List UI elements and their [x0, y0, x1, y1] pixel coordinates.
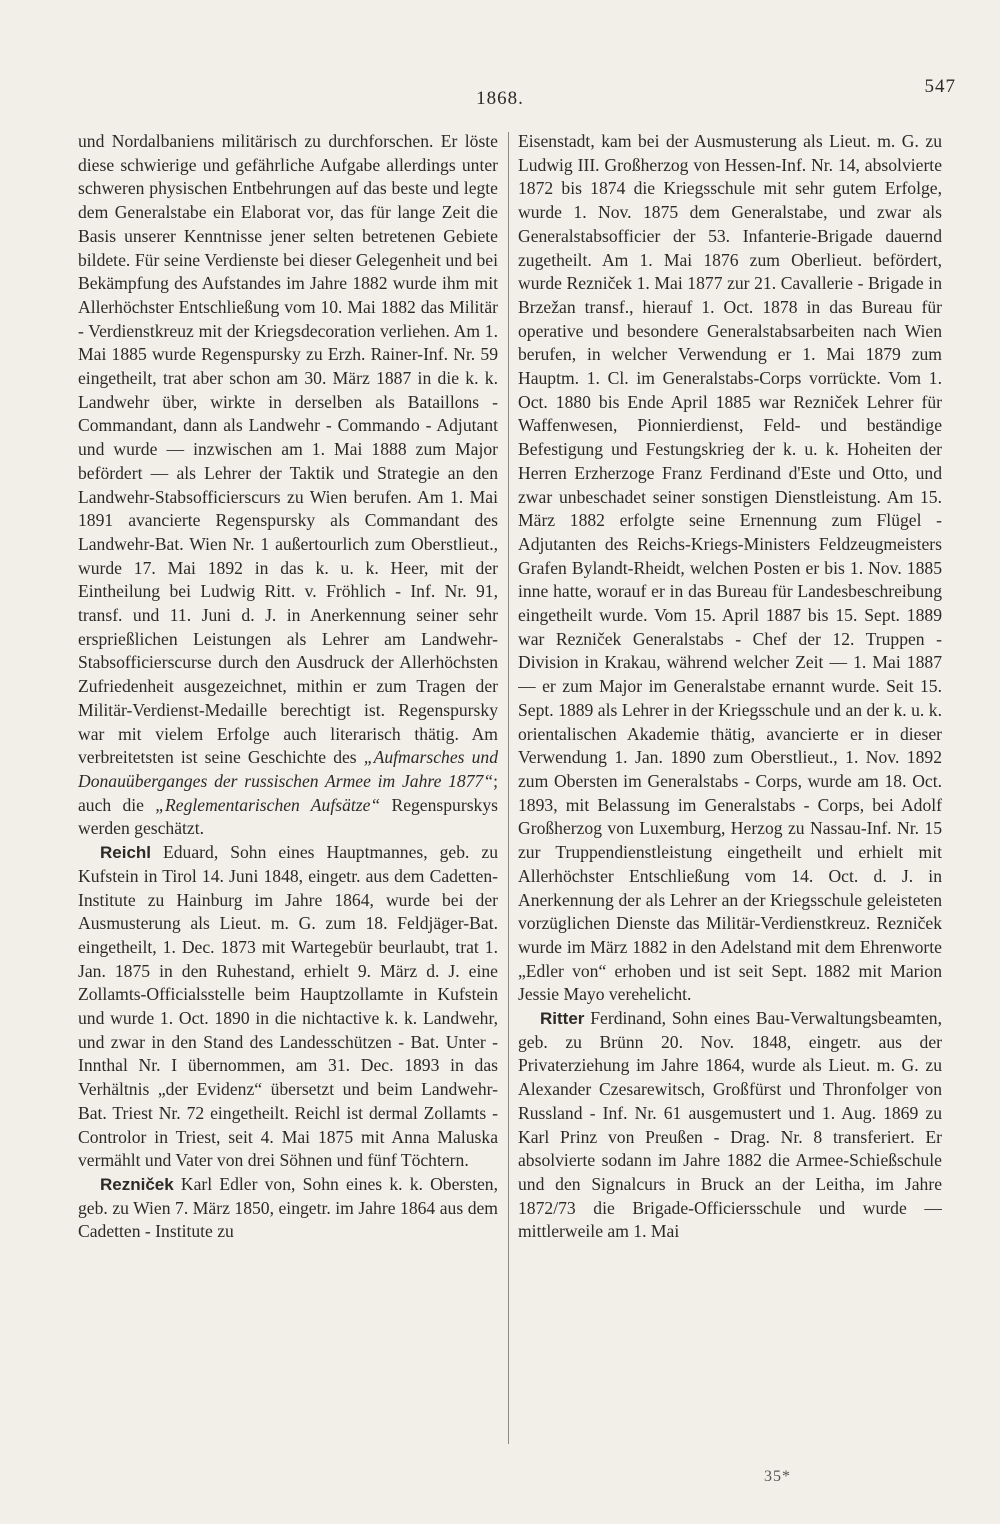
entry-text-reznicek: Karl Edler von, Sohn eines k. k. Obersten, geb. zu Wien 7. März 1850, eingetr. im Jahre 1864 aus dem Cadetten - Institute zu	[78, 1173, 498, 1242]
entry-name-ritter: Ritter	[540, 1009, 585, 1029]
book-title-aufmarsches: „Aufmarsches und Donauüberganges der russischen Armee im Jahre 1877“	[78, 747, 498, 791]
paragraph-text: ; auch die	[78, 770, 498, 815]
page-number: 547	[924, 76, 956, 97]
sheet-signature: 35*	[764, 1468, 791, 1485]
left-column	[78, 130, 498, 1460]
right-column	[518, 130, 942, 1460]
paragraph-text: Regenspurskys werden geschätzt.	[78, 794, 498, 839]
paragraph-text: und Nordalbaniens militärisch zu durchforschen. Er löste diese schwierige und gefährliche Aufgabe allerdings unter schweren physischen Entbehrungen auf das beste und legte dem Generalstabe ein Elaborat vor, das für lange Zeit die Basis unserer Kenntnisse jener selten betretenen Gebiete bildete. Für seine Verdienste bei dieser Gelegenheit und bei Bekämpfung des Aufstandes im Jahre 1882 wurde ihm mit Allerhöchster Entschließung vom 10. Mai 1882 das Militär - Verdienstkreuz mit der Kriegsdecoration verliehen. Am 1. Mai 1885 wurde Regenspursky zu Erzh. Rainer-Inf. Nr. 59 eingetheilt, trat aber schon am 30. März 1887 in die k. k. Landwehr über, wirkte in derselben als Bataillons - Commandant, dann als Landwehr - Commando - Adjutant und wurde — inzwischen am 1. Mai 1888 zum Major befördert — als Lehrer der Taktik und Strategie an den Landwehr-Stabsofficierscurs zu Wien berufen. Am 1. Mai 1891 avancierte Regenspursky als Commandant des Landwehr-Bat. Wien Nr. 1 außertourlich zum Oberstlieut., wurde 17. Mai 1892 in das k. u. k. Heer, mit der Eintheilung bei Ludwig Ritt. v. Fröhlich - Inf. Nr. 91, transf. und 11. Juni d. J. in Anerkennung seiner sehr ersprießlichen Leistungen als Lehrer am Landwehr-Stabsofficierscurse durch den Ausdruck der Allerhöchsten Zufriedenheit ausgezeichnet, mithin er zum Tragen der Militär-Verdienst-Medaille berechtigt ist. Regenspursky war mit vielem Erfolge auch literarisch thätig. Am verbreitetsten ist seine Geschichte des	[78, 131, 498, 768]
entry-reichl	[78, 841, 498, 1173]
book-title-aufsaetze: „Reglementarischen Aufsätze“	[155, 794, 381, 815]
entry-ritter	[518, 1007, 942, 1244]
page-header-year: 1868.	[476, 88, 524, 109]
regenspursky-paragraph	[78, 130, 498, 841]
entry-text-ritter: Ferdinand, Sohn eines Bau-Verwaltungsbeamten, geb. zu Brünn 20. Nov. 1848, eingetr. aus der Privaterziehung im Jahre 1864, wurde als Lieut. m. G. zu Alexander Czesarewitsch, Großfürst und Thronfolger von Russland - Inf. Nr. 61 ausgemustert und 1. Aug. 1869 zu Karl Prinz von Preußen - Drag. Nr. 8 transferiert. Er absolvierte sodann im Jahre 1882 die Armee-Schießschule und den Signalcurs in Bruck an der Leitha, im Jahre 1872/73 die Brigade-Officiersschule und wurde — mittlerweile am 1. Mai	[518, 1008, 942, 1242]
entry-reznicek	[78, 1173, 498, 1244]
column-divider	[508, 132, 509, 1444]
reznicek-continuation: Eisenstadt, kam bei der Ausmusterung als Lieut. m. G. zu Ludwig III. Großherzog von Hessen-Inf. Nr. 14, absolvierte 1872 bis 1874 die Kriegsschule mit sehr gutem Erfolge, wurde 1. Nov. 1875 dem Generalstabe, und zwar als Generalstabsofficier der 53. Infanterie-Brigade dauernd zugetheilt. Am 1. Mai 1876 zum Oberlieut. befördert, wurde Rezniček 1. Mai 1877 zur 21. Cavallerie - Brigade in Brzežan transf., hierauf 1. Oct. 1878 in das Bureau für operative und besondere Generalstabsarbeiten nach Wien berufen, in welcher Verwendung er 1. Mai 1879 zum Hauptm. 1. Cl. im Generalstabs-Corps vorrückte. Vom 1. Oct. 1880 bis Ende April 1885 war Rezniček Lehrer für Waffenwesen, Pionnierdienst, Feld- und beständige Befestigung und Festungskrieg der k. u. k. Hoheiten der Herren Erzherzoge Franz Ferdinand d'Este und Otto, und zwar unbeschadet seiner sonstigen Dienstleistung. Am 15. März 1882 erfolgte seine Ernennung zum Flügel - Adjutanten des Reichs-Kriegs-Ministers Feldzeugmeisters Grafen Bylandt-Rheidt, welchen Posten er bis 1. Nov. 1885 inne hatte, worauf er in das Bureau für Landesbeschreibung eingetheilt wurde. Vom 15. April 1887 bis 15. Sept. 1889 war Rezniček Generalstabs - Chef der 12. Truppen - Division in Krakau, während welcher Zeit — 1. Mai 1887 — er zum Major im Generalstabe ernannt wurde. Seit 15. Sept. 1889 als Lehrer in der Kriegsschule und an der k. u. k. orientalischen Akademie thätig, avancierte er in dieser Verwendung 1. Jan. 1890 zum Oberstlieut., 1. Nov. 1892 zum Obersten im Generalstabs - Corps, wurde am 18. Oct. 1893, mit Belassung im Generalstabs - Corps, bei Adolf Großherzog von Luxemburg, Herzog zu Nassau-Inf. Nr. 15 zur Truppendienstleistung eingetheilt und erhielt mit Allerhöchster Entschließung vom 14. Oct. d. J. in Anerkennung der als Lehrer an der Kriegsschule geleisteten vorzüglichen Dienste das Militär-Verdienstkreuz. Rezniček wurde im März 1882 in den Adelstand mit dem Ehrenworte „Edler von“ erhoben und ist seit Sept. 1882 mit Marion Jessie Mayo verehelicht.	[518, 131, 942, 1005]
entry-name-reichl: Reichl	[100, 843, 152, 863]
entry-text-reichl: Eduard, Sohn eines Hauptmannes, geb. zu Kufstein in Tirol 14. Juni 1848, eingetr. aus dem Cadetten-Institute zu Hainburg im Jahre 1864, wurde bei der Ausmusterung als Lieut. m. G. zum 18. Feldjäger-Bat. eingetheilt, 1. Dec. 1873 mit Wartegebür beurlaubt, trat 1. Jan. 1875 in den Ruhestand, erhielt 9. März d. J. eine Zollamts-Officialsstelle beim Hauptzollamte in Kufstein und wurde 1. Oct. 1890 in die nichtactive k. k. Landwehr, und zwar in den Stand des Landesschützen - Bat. Unter - Innthal Nr. I übernommen, am 31. Dec. 1893 in das Verhältnis „der Evidenz“ übersetzt und beim Landwehr-Bat. Triest Nr. 72 eingetheilt. Reichl ist dermal Zollamts - Controlor in Triest, seit 4. Mai 1875 mit Anna Maluska vermählt und Vater von drei Söhnen und fünf Töchtern.	[78, 842, 498, 1171]
entry-name-reznicek: Rezniček	[100, 1174, 174, 1194]
